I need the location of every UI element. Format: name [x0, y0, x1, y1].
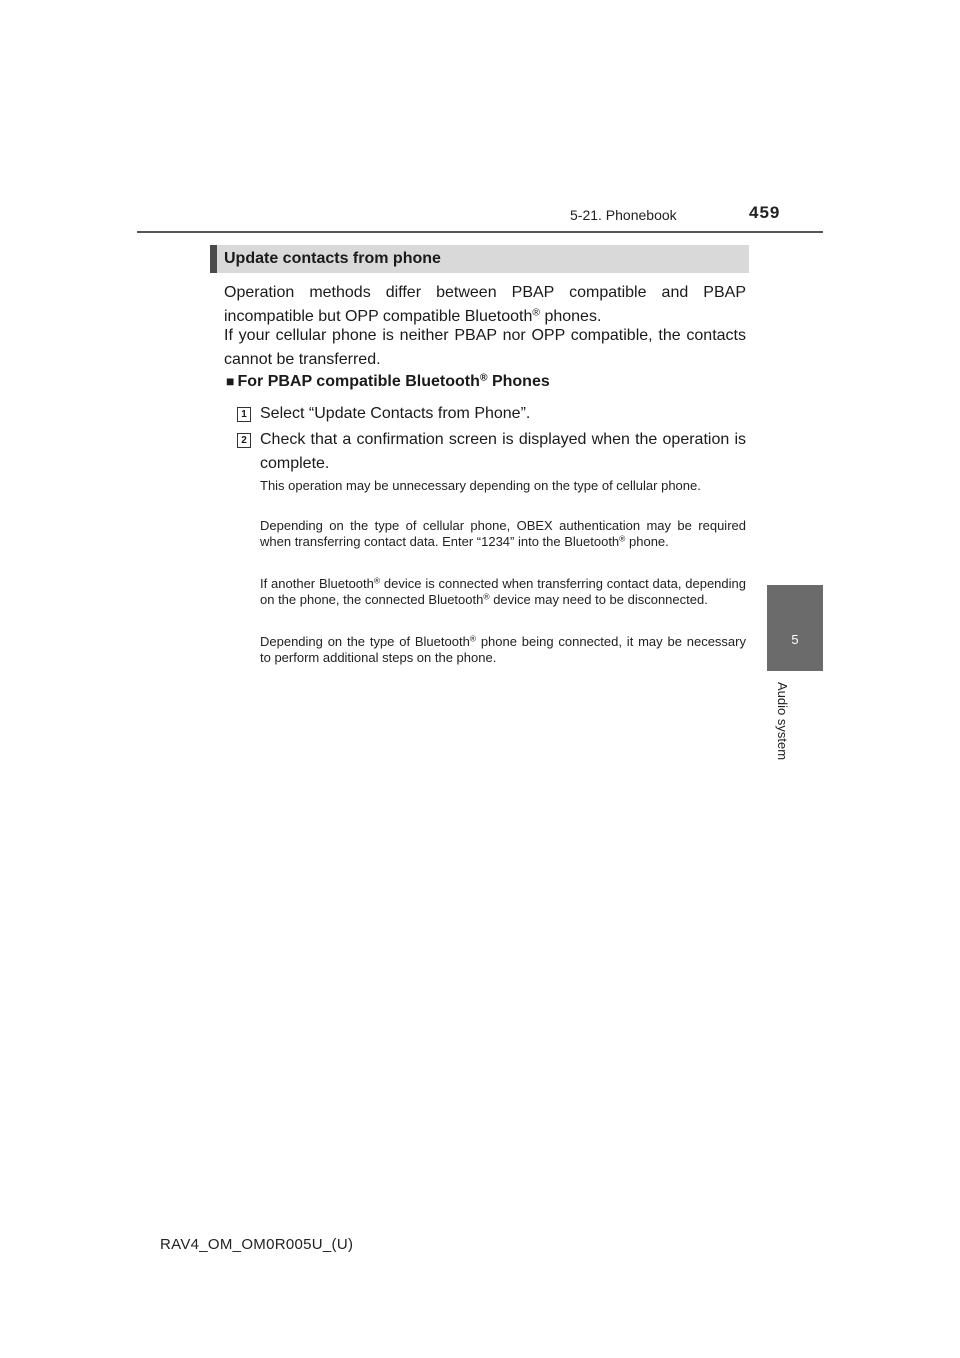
note-4: Depending on the type of Bluetooth® phone being connected, it may be necessary to perform additional steps on the phone.: [260, 633, 746, 665]
header-rule: [137, 231, 823, 233]
page-number: 459: [749, 203, 781, 222]
note-1: This operation may be unnecessary depending on the type of cellular phone.: [260, 478, 701, 493]
step-text: Check that a confirmation screen is displayed when the operation is complete.: [260, 431, 746, 472]
subheading: ■ For PBAP compatible Bluetooth® Phones: [226, 372, 550, 390]
section-title: 5-21. Phonebook: [570, 207, 677, 223]
chapter-tab: [767, 585, 823, 671]
document-code: RAV4_OM_OM0R005U_(U): [160, 1236, 354, 1253]
chapter-label: Audio system: [775, 682, 790, 761]
note-3: If another Bluetooth® device is connected when transferring contact data, depending on the phone, the connected Bluetooth® device may need to be disconnected.: [260, 575, 746, 607]
intro-paragraph-1: Operation methods differ between PBAP compatible and PBAP incompatible but OPP compatible Bluetooth® phones.: [224, 284, 746, 325]
step-text: Select “Update Contacts from Phone”.: [260, 405, 531, 422]
step-number-box: 2: [237, 433, 251, 448]
section-heading: Update contacts from phone: [224, 250, 441, 267]
intro-paragraph-2: If your cellular phone is neither PBAP nor OPP compatible, the contacts cannot be transferred.: [224, 327, 746, 368]
step-number-box: 1: [237, 407, 251, 422]
chapter-number: 5: [791, 632, 799, 647]
note-2: Depending on the type of cellular phone, OBEX authentication may be required when transferring contact data. Enter “1234” into the Bluetooth® phone.: [260, 518, 746, 549]
